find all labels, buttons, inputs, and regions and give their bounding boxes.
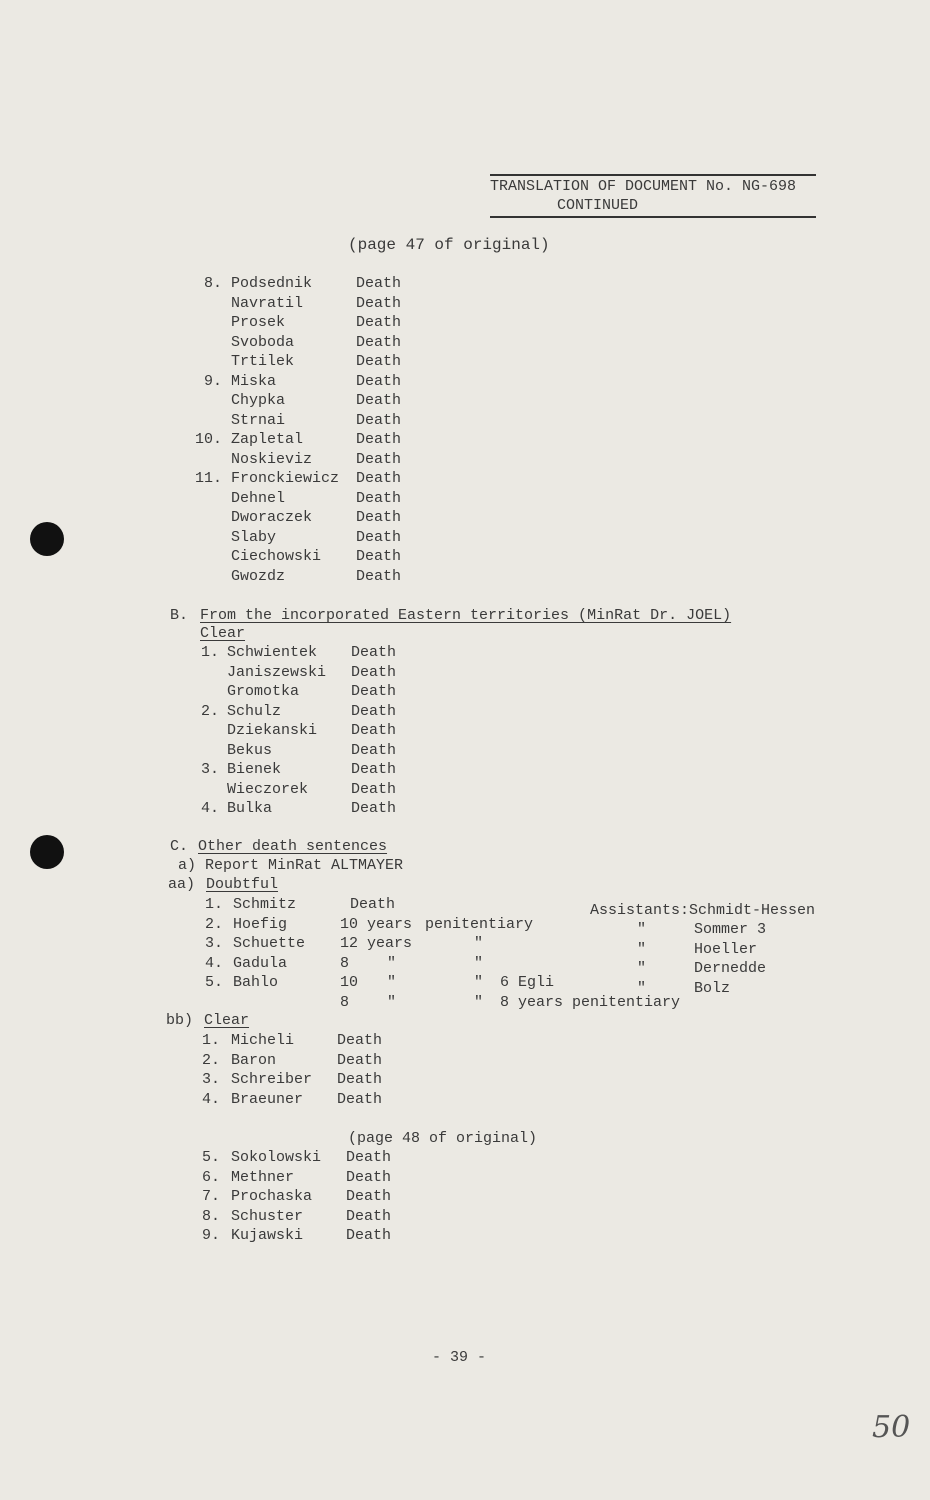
section-a-name: Svoboda	[231, 333, 295, 351]
doubtful-note: 6 Egli	[500, 974, 555, 991]
section-b-subheading: Clear	[200, 625, 246, 642]
section-a-name: Zapletal	[231, 431, 304, 448]
section-b-number: 2.	[201, 702, 220, 720]
doubtful-name: Schmitz	[233, 896, 297, 913]
section-a-number: 11.	[195, 470, 223, 487]
section-b-sentence: Death	[351, 800, 397, 817]
assistants-label: Assistants:Schmidt-Hessen	[590, 902, 816, 919]
section-b-sentence: Death	[351, 644, 397, 661]
header-rule-bottom	[490, 216, 816, 218]
section-b-sentence: Death	[351, 663, 397, 681]
clear-cont-sentence: Death	[346, 1207, 392, 1225]
section-a-sentence: Death	[356, 548, 402, 565]
page-reference: (page 47 of original)	[348, 236, 550, 254]
doubtful-name: Gadula	[233, 954, 288, 972]
clear-number: 3.	[202, 1071, 221, 1088]
section-a-name: Ciechowski	[231, 548, 322, 565]
doubtful-term-ditto: "	[387, 993, 397, 1011]
section-a-sentence: Death	[356, 567, 402, 585]
doubtful-term: 8	[340, 993, 350, 1011]
section-a-number: 9.	[204, 372, 223, 390]
clear-name: Schreiber	[231, 1071, 313, 1088]
section-a-sentence: Death	[356, 450, 402, 468]
clear-cont-number: 9.	[202, 1227, 221, 1244]
clear-cont-sentence: Death	[346, 1227, 392, 1244]
section-a-sentence: Death	[356, 489, 402, 507]
clear-number: 2.	[202, 1051, 221, 1069]
section-a-sentence: Death	[356, 294, 402, 312]
assistant-ditto: "	[637, 979, 647, 997]
section-b-heading: From the incorporated Eastern territories (MinRat Dr. JOEL)	[200, 607, 732, 624]
doubtful-type: "	[474, 974, 484, 991]
section-a-name: Trtilek	[231, 353, 295, 370]
section-b-name: Bienek	[227, 761, 282, 778]
doubtful-number: 4.	[205, 954, 224, 972]
assistant-ditto: "	[637, 940, 647, 958]
clear-number: 1.	[202, 1032, 221, 1049]
clear-sentence: Death	[337, 1051, 383, 1069]
subsection-aa-heading: Doubtful	[206, 876, 279, 893]
section-b-name: Bekus	[227, 741, 273, 759]
section-b-name: Schulz	[227, 702, 282, 720]
section-a-sentence: Death	[356, 431, 402, 448]
section-a-name: Miska	[231, 372, 277, 390]
doubtful-term: Death	[350, 896, 396, 913]
section-b-sentence: Death	[351, 780, 397, 798]
section-a-sentence: Death	[356, 314, 402, 331]
doubtful-term-ditto: "	[387, 974, 397, 991]
section-a-name: Chypka	[231, 392, 286, 409]
section-a-name: Gwozdz	[231, 567, 286, 585]
clear-cont-sentence: Death	[346, 1188, 392, 1205]
doubtful-term: 10	[340, 974, 359, 991]
doubtful-name: Hoefig	[233, 915, 288, 933]
subsection-bb-label: bb)	[166, 1012, 194, 1029]
punch-hole-top	[30, 522, 64, 556]
section-b-name: Janiszewski	[227, 663, 327, 681]
header-title: TRANSLATION OF DOCUMENT No. NG-698	[490, 178, 797, 195]
assistant-name: Hoeller	[694, 940, 758, 958]
section-a-sentence: Death	[356, 509, 402, 526]
assistant-name: Sommer 3	[694, 921, 767, 938]
assistant-ditto: "	[637, 921, 647, 938]
section-b-name: Wieczorek	[227, 780, 309, 798]
section-b-number: 1.	[201, 644, 220, 661]
doubtful-name: Bahlo	[233, 974, 279, 991]
clear-cont-number: 6.	[202, 1168, 221, 1186]
clear-cont-name: Sokolowski	[231, 1149, 322, 1166]
section-b-name: Gromotka	[227, 683, 300, 700]
clear-cont-number: 7.	[202, 1188, 221, 1205]
doubtful-number: 1.	[205, 896, 224, 913]
handwritten-page-mark: 50	[872, 1410, 911, 1445]
section-b-sentence: Death	[351, 722, 397, 739]
section-c-report: a) Report MinRat ALTMAYER	[178, 857, 404, 874]
clear-sentence: Death	[337, 1071, 383, 1088]
subsection-bb-heading: Clear	[204, 1012, 250, 1029]
page-reference-48: (page 48 of original)	[348, 1130, 538, 1147]
clear-name: Micheli	[231, 1032, 295, 1049]
section-a-name: Prosek	[231, 314, 286, 331]
section-a-name: Navratil	[231, 294, 304, 312]
clear-name: Braeuner	[231, 1090, 304, 1108]
doubtful-number: 3.	[205, 935, 224, 952]
doubtful-type: "	[474, 935, 484, 952]
doubtful-name: Schuette	[233, 935, 306, 952]
section-b-number: 3.	[201, 761, 220, 778]
clear-cont-name: Methner	[231, 1168, 295, 1186]
section-b-name: Schwientek	[227, 644, 318, 661]
section-a-sentence: Death	[356, 528, 402, 546]
section-a-number: 10.	[195, 431, 223, 448]
doubtful-term: 10 years	[340, 915, 413, 933]
doubtful-number: 2.	[205, 915, 224, 933]
doubtful-type: penitentiary	[425, 915, 534, 933]
punch-hole-bottom	[30, 835, 64, 869]
clear-number: 4.	[202, 1090, 221, 1108]
clear-cont-name: Kujawski	[231, 1227, 304, 1244]
section-b-sentence: Death	[351, 702, 397, 720]
assistant-name: Dernedde	[694, 960, 767, 977]
page-number: - 39 -	[432, 1349, 487, 1366]
clear-cont-name: Schuster	[231, 1207, 304, 1225]
doubtful-term-ditto: "	[387, 954, 397, 972]
section-b-sentence: Death	[351, 741, 397, 759]
section-a-sentence: Death	[356, 353, 402, 370]
clear-sentence: Death	[337, 1090, 383, 1108]
clear-cont-number: 5.	[202, 1149, 221, 1166]
doubtful-term: 8	[340, 954, 350, 972]
section-a-name: Podsednik	[231, 275, 313, 292]
section-a-sentence: Death	[356, 275, 402, 292]
section-a-number: 8.	[204, 275, 223, 292]
header-rule-top	[490, 174, 816, 176]
section-a-sentence: Death	[356, 392, 402, 409]
section-a-name: Strnai	[231, 411, 286, 429]
section-b-sentence: Death	[351, 683, 397, 700]
section-a-name: Dehnel	[231, 489, 286, 507]
assistant-name: Bolz	[694, 979, 731, 997]
section-b-letter: B.	[170, 607, 189, 624]
section-b-number: 4.	[201, 800, 220, 817]
doubtful-note: 8 years penitentiary	[500, 993, 681, 1011]
section-a-sentence: Death	[356, 333, 402, 351]
section-a-name: Slaby	[231, 528, 277, 546]
section-a-sentence: Death	[356, 411, 402, 429]
doubtful-term: 12 years	[340, 935, 413, 952]
assistant-ditto: "	[637, 960, 647, 977]
section-b-name: Dziekanski	[227, 722, 318, 739]
section-c-heading: Other death sentences	[198, 838, 388, 855]
section-a-name: Noskieviz	[231, 450, 313, 468]
section-c-letter: C.	[170, 838, 189, 855]
section-b-name: Bulka	[227, 800, 273, 817]
section-a-name: Fronckiewicz	[231, 470, 340, 487]
doubtful-number: 5.	[205, 974, 224, 991]
section-b-sentence: Death	[351, 761, 397, 778]
doubtful-type: "	[474, 993, 484, 1011]
section-a-sentence: Death	[356, 372, 402, 390]
doubtful-type: "	[474, 954, 484, 972]
section-a-sentence: Death	[356, 470, 402, 487]
section-a-name: Dworaczek	[231, 509, 313, 526]
clear-cont-name: Prochaska	[231, 1188, 313, 1205]
clear-cont-sentence: Death	[346, 1168, 392, 1186]
clear-cont-number: 8.	[202, 1207, 221, 1225]
subsection-aa-label: aa)	[168, 876, 196, 893]
header-subtitle: CONTINUED	[557, 197, 639, 214]
clear-cont-sentence: Death	[346, 1149, 392, 1166]
clear-name: Baron	[231, 1051, 277, 1069]
clear-sentence: Death	[337, 1032, 383, 1049]
